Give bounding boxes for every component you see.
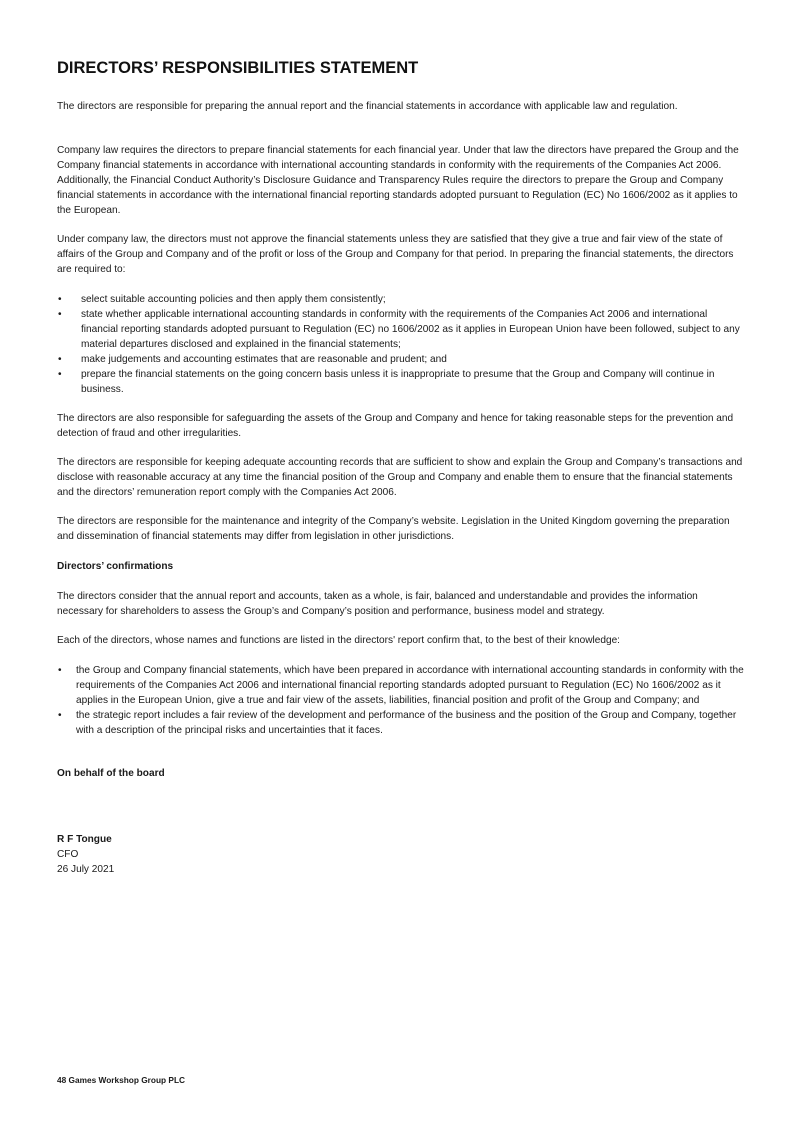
on-behalf-heading: On behalf of the board <box>57 768 165 779</box>
list-item: • select suitable accounting policies and then apply them consistently; <box>58 294 386 305</box>
paragraph-accounting-records: The directors are responsible for keeping adequate accounting records that are sufficient to show and explain the Group and Company’s transactions and disclose with reasonable accuracy at any time the financial position of the Group and Company and enable them to ensure that the financial statements and the directors’ remuneration report comply with the Companies Act 2006. <box>57 457 743 498</box>
required-list <box>57 292 745 397</box>
paragraph-safeguarding: The directors are also responsible for safeguarding the assets of the Group and Company and hence for taking reasonable steps for the prevention and detection of fraud and other irregularities. <box>57 413 734 439</box>
paragraph-fair-balanced: The directors consider that the annual report and accounts, taken as a whole, is fair, balanced and understandable and provides the information necessary for shareholders to assess the Group’s and Company’s position and performance, business model and strategy. <box>57 591 698 617</box>
list-item: • state whether applicable international accounting standards in conformity with the requirements of the Companies Act 2006 and international financial reporting standards adopted pursuant to Regulation (EC) no 1606/2002 as it applies in European Union have been followed, subject to any material departures disclosed and explained in the financial statements; <box>58 309 740 350</box>
bullet-icon: • <box>58 665 62 676</box>
bullet-icon: • <box>58 294 62 305</box>
bullet-icon: • <box>58 369 62 380</box>
confirmations-heading: Directors’ confirmations <box>57 561 174 572</box>
bullet-icon: • <box>58 309 62 320</box>
list-item: • the Group and Company financial statements, which have been prepared in accordance with international accounting standards in conformity with the requirements of the Companies Act 2006 and international financial reporting standards adopted pursuant to Regulation (EC) No 1606/2002 as it applies in the European Union, give a true and fair view of the assets, liabilities, financial position and profit of the Group and Company; and <box>58 665 744 706</box>
paragraph-directors-confirm: Each of the directors, whose names and functions are listed in the directors' report confirm that, to the best of their knowledge: <box>57 635 620 646</box>
page-footer: 48 Games Workshop Group PLC <box>57 1075 186 1085</box>
paragraph-website: The directors are responsible for the maintenance and integrity of the Company’s website. Legislation in the United Kingdom governing the preparation and dissemination of financial statements may differ from legislation in other jurisdictions. <box>57 516 730 542</box>
paragraph-company-law: Company law requires the directors to prepare financial statements for each financial year. Under that law the directors have prepared the Group and the Company financial statements in accordance with international accounting standards in conformity with the requirements of the Companies Act 2006. Additionally, the Financial Conduct Authority’s Disclosure Guidance and Transparency Rules require the directors to prepare the Group and Company financial statements in accordance with the international financial reporting standards adopted pursuant to Regulation (EC) No 1606/2002 as it applies to the European. <box>57 145 739 216</box>
list-item: • make judgements and accounting estimates that are reasonable and prudent; and <box>58 354 447 365</box>
confirm-list <box>57 663 745 738</box>
signatory-name: R F Tongue <box>57 834 112 845</box>
bullet-icon: • <box>58 710 62 721</box>
list-item: • the strategic report includes a fair review of the development and performance of the business and the position of the Group and Company, together with a description of the principal risks and uncertainties that it faces. <box>58 710 737 736</box>
paragraph-true-fair: Under company law, the directors must not approve the financial statements unless they are satisfied that they give a true and fair view of the state of affairs of the Group and Company and of the profit or loss of the Group and Company for that period. In preparing the financial statements, the directors are required to: <box>57 234 734 275</box>
list-item: • prepare the financial statements on the going concern basis unless it is inappropriate to presume that the Group and Company will continue in business. <box>58 369 715 395</box>
page-title: DIRECTORS’ RESPONSIBILITIES STATEMENT <box>57 59 419 77</box>
signatory-role: CFO <box>57 849 79 860</box>
bullet-icon: • <box>58 354 62 365</box>
signatory-date: 26 July 2021 <box>57 864 115 875</box>
paragraph-intro: The directors are responsible for preparing the annual report and the financial statements in accordance with applicable law and regulation. <box>57 101 678 112</box>
